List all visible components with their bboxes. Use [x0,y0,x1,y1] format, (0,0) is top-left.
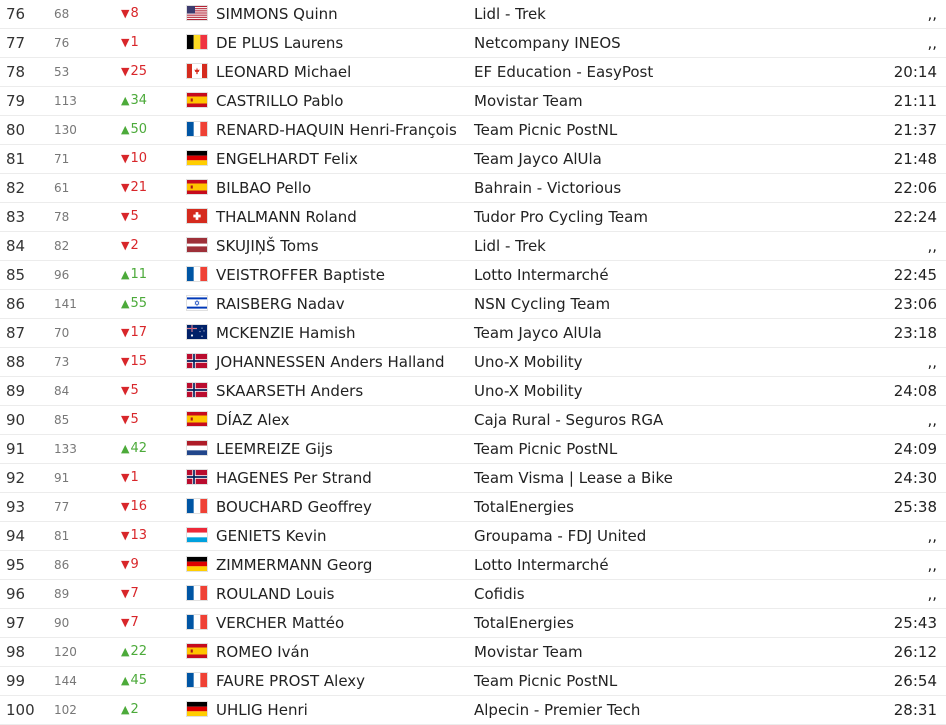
rider-name-link[interactable]: LEONARD Michael [216,63,352,81]
rider-name-link[interactable]: SKAARSETH Anders [216,382,364,400]
team-name-link[interactable]: Alpecin - Premier Tech [474,701,641,719]
rider-name-link[interactable]: VERCHER Mattéo [216,614,345,632]
rank-position: 87 [6,324,26,342]
table-row [0,116,946,145]
team-name-link[interactable]: NSN Cycling Team [474,295,611,313]
table-row [0,377,946,406]
team-name-link[interactable]: Lidl - Trek [474,5,546,23]
previous-rank: 61 [54,181,70,195]
germany-flag-icon [187,151,207,165]
france-flag-icon [187,122,207,136]
rank-change [121,638,147,666]
time-gap: ,, [927,34,937,52]
rank-change-value: 42 [130,441,148,456]
time-gap: 24:09 [893,440,937,458]
rank-position: 89 [6,382,26,400]
arrow-down-icon: ▼ [121,36,130,49]
previous-rank: 81 [54,529,70,543]
previous-rank: 113 [54,94,77,108]
previous-rank: 89 [54,587,70,601]
previous-rank: 84 [54,384,70,398]
rider-name-link[interactable]: DE PLUS Laurens [216,34,344,52]
table-row [0,406,946,435]
norway-flag-icon [187,383,207,397]
rank-position: 95 [6,556,26,574]
team-name-link[interactable]: Netcompany INEOS [474,34,621,52]
table-row [0,696,946,725]
rank-change-value: 2 [130,238,139,253]
arrow-down-icon: ▼ [121,471,130,484]
team-name-link[interactable]: Movistar Team [474,92,583,110]
time-gap: 22:06 [893,179,937,197]
rank-change [121,203,139,231]
table-row [0,638,946,667]
previous-rank: 77 [54,500,70,514]
rank-change-value: 34 [130,93,148,108]
rank-change [121,116,147,144]
norway-flag-icon [187,470,207,484]
rank-change-value: 22 [130,644,148,659]
time-gap: 23:18 [893,324,937,342]
rank-change-value: 8 [130,6,139,21]
rank-change-value: 10 [130,151,148,166]
table-row [0,551,946,580]
rider-name-link[interactable]: FAURE PROST Alexy [216,672,366,690]
rank-change-value: 45 [130,673,148,688]
team-name-link[interactable]: Tudor Pro Cycling Team [474,208,648,226]
rank-position: 88 [6,353,26,371]
team-name-link[interactable]: Lotto Intermarché [474,556,609,574]
time-gap: ,, [927,411,937,429]
arrow-up-icon: ▲ [121,268,130,281]
rider-name-link[interactable]: VEISTROFFER Baptiste [216,266,385,284]
rank-change-value: 11 [130,267,148,282]
netherlands-flag-icon [187,441,207,455]
arrow-down-icon: ▼ [121,239,130,252]
germany-flag-icon [187,702,207,716]
rider-name-link[interactable]: ENGELHARDT Felix [216,150,358,168]
rank-position: 99 [6,672,26,690]
rider-name-link[interactable]: BOUCHARD Geoffrey [216,498,372,516]
rank-change [121,29,139,57]
rider-name-link[interactable]: ROMEO Iván [216,643,310,661]
spain-flag-icon [187,93,207,107]
rank-position: 100 [6,701,35,719]
france-flag-icon [187,267,207,281]
previous-rank: 53 [54,65,70,79]
rank-position: 79 [6,92,26,110]
table-row [0,29,946,58]
previous-rank: 71 [54,152,70,166]
switzerland-flag-icon [187,209,207,223]
canada-flag-icon [187,64,207,78]
israel-flag-icon [187,296,207,310]
france-flag-icon [187,586,207,600]
rank-change-value: 55 [130,296,148,311]
rank-change-value: 2 [130,702,139,717]
rider-name-link[interactable]: CASTRILLO Pablo [216,92,344,110]
arrow-down-icon: ▼ [121,181,130,194]
rank-change-value: 16 [130,499,148,514]
rank-change-value: 21 [130,180,148,195]
rank-change-value: 5 [130,209,139,224]
arrow-down-icon: ▼ [121,616,130,629]
team-name-link[interactable]: Team Picnic PostNL [474,672,618,690]
australia-flag-icon [187,325,207,339]
rank-position: 84 [6,237,26,255]
usa-flag-icon [187,6,207,20]
rank-change [121,261,147,289]
arrow-up-icon: ▲ [121,297,130,310]
previous-rank: 96 [54,268,70,282]
previous-rank: 85 [54,413,70,427]
rank-position: 81 [6,150,26,168]
rank-change-value: 50 [130,122,148,137]
time-gap: 26:12 [893,643,937,661]
rank-position: 77 [6,34,26,52]
rank-change [121,290,147,318]
rank-change-value: 25 [130,64,148,79]
table-row [0,145,946,174]
table-row [0,580,946,609]
arrow-down-icon: ▼ [121,413,130,426]
rider-name-link[interactable]: RENARD-HAQUIN Henri-François [216,121,457,139]
previous-rank: 120 [54,645,77,659]
rank-change-value: 1 [130,35,139,50]
rank-position: 93 [6,498,26,516]
rank-position: 91 [6,440,26,458]
team-name-link[interactable]: Caja Rural - Seguros RGA [474,411,664,429]
team-name-link[interactable]: Team Picnic PostNL [474,440,618,458]
previous-rank: 70 [54,326,70,340]
rider-name-link[interactable]: GENIETS Kevin [216,527,327,545]
time-gap: 23:06 [893,295,937,313]
france-flag-icon [187,499,207,513]
rider-name-link[interactable]: DÍAZ Alex [216,411,290,429]
arrow-down-icon: ▼ [121,355,130,368]
rider-name-link[interactable]: HAGENES Per Strand [216,469,372,487]
table-row [0,609,946,638]
rank-change [121,377,139,405]
time-gap: 21:48 [893,150,937,168]
rider-name-link[interactable]: MCKENZIE Hamish [216,324,356,342]
rider-name-link[interactable]: JOHANNESSEN Anders Halland [216,353,445,371]
arrow-down-icon: ▼ [121,558,130,571]
time-gap: 26:54 [893,672,937,690]
time-gap: 24:08 [893,382,937,400]
previous-rank: 76 [54,36,70,50]
rank-change [121,145,147,173]
arrow-down-icon: ▼ [121,529,130,542]
germany-flag-icon [187,557,207,571]
latvia-flag-icon [187,238,207,252]
team-name-link[interactable]: Uno-X Mobility [474,382,583,400]
rank-change-value: 5 [130,383,139,398]
table-row [0,232,946,261]
previous-rank: 68 [54,7,70,21]
arrow-up-icon: ▲ [121,645,130,658]
table-row [0,290,946,319]
arrow-up-icon: ▲ [121,442,130,455]
time-gap: 28:31 [893,701,937,719]
table-row [0,348,946,377]
rank-position: 94 [6,527,26,545]
arrow-down-icon: ▼ [121,326,130,339]
arrow-up-icon: ▲ [121,123,130,136]
previous-rank: 141 [54,297,77,311]
rider-name-link[interactable]: ROULAND Louis [216,585,335,603]
team-name-link[interactable]: Uno-X Mobility [474,353,583,371]
table-row [0,87,946,116]
spain-flag-icon [187,180,207,194]
rank-change-value: 15 [130,354,148,369]
france-flag-icon [187,615,207,629]
rank-position: 76 [6,5,26,23]
belgium-flag-icon [187,35,207,49]
rider-name-link[interactable]: BILBAO Pello [216,179,312,197]
rank-change [121,551,139,579]
previous-rank: 130 [54,123,77,137]
arrow-up-icon: ▲ [121,94,130,107]
luxembourg-flag-icon [187,528,207,542]
rank-change [121,522,147,550]
rider-name-link[interactable]: RAISBERG Nadav [216,295,345,313]
rider-name-link[interactable]: SIMMONS Quinn [216,5,338,23]
rider-name-link[interactable]: THALMANN Roland [216,208,357,226]
team-name-link[interactable]: Bahrain - Victorious [474,179,622,197]
norway-flag-icon [187,354,207,368]
rank-change-value: 5 [130,412,139,427]
rank-position: 92 [6,469,26,487]
rank-change [121,348,147,376]
rank-change [121,696,139,724]
arrow-down-icon: ▼ [121,587,130,600]
time-gap: 22:45 [893,266,937,284]
rider-name-link[interactable]: ZIMMERMANN Georg [216,556,373,574]
table-row [0,493,946,522]
team-name-link[interactable]: Team Picnic PostNL [474,121,618,139]
rank-position: 97 [6,614,26,632]
table-row [0,319,946,348]
previous-rank: 78 [54,210,70,224]
rank-change [121,174,147,202]
previous-rank: 90 [54,616,70,630]
rank-change [121,319,147,347]
rank-position: 82 [6,179,26,197]
rank-position: 83 [6,208,26,226]
spain-flag-icon [187,412,207,426]
arrow-down-icon: ▼ [121,152,130,165]
time-gap: ,, [927,237,937,255]
previous-rank: 91 [54,471,70,485]
rank-change-value: 7 [130,615,139,630]
arrow-up-icon: ▲ [121,674,130,687]
rank-position: 96 [6,585,26,603]
rank-change [121,580,139,608]
france-flag-icon [187,673,207,687]
team-name-link[interactable]: Movistar Team [474,643,583,661]
arrow-down-icon: ▼ [121,384,130,397]
time-gap: 25:38 [893,498,937,516]
rider-name-link[interactable]: SKUJIŅŠ Toms [216,237,319,255]
time-gap: 21:11 [893,92,937,110]
rank-change [121,667,147,695]
previous-rank: 73 [54,355,70,369]
table-row [0,0,946,29]
team-name-link[interactable]: TotalEnergies [474,498,574,516]
table-row [0,203,946,232]
rank-change [121,406,139,434]
team-name-link[interactable]: Team Visma | Lease a Bike [474,469,673,487]
rank-change-value: 9 [130,557,139,572]
rank-change [121,0,139,28]
previous-rank: 86 [54,558,70,572]
arrow-up-icon: ▲ [121,703,130,716]
rank-change-value: 7 [130,586,139,601]
rank-change [121,493,147,521]
rank-change [121,87,147,115]
time-gap: ,, [927,556,937,574]
rank-position: 80 [6,121,26,139]
rank-change [121,609,139,637]
team-name-link[interactable]: TotalEnergies [474,614,574,632]
rank-change [121,464,139,492]
previous-rank: 133 [54,442,77,456]
previous-rank: 82 [54,239,70,253]
time-gap: ,, [927,585,937,603]
team-name-link[interactable]: Groupama - FDJ United [474,527,647,545]
table-row [0,174,946,203]
rank-position: 90 [6,411,26,429]
table-row [0,667,946,696]
time-gap: 22:24 [893,208,937,226]
time-gap: ,, [927,353,937,371]
time-gap: ,, [927,5,937,23]
team-name-link[interactable]: EF Education - EasyPost [474,63,654,81]
table-row [0,435,946,464]
team-name-link[interactable]: Lotto Intermarché [474,266,609,284]
spain-flag-icon [187,644,207,658]
rank-position: 78 [6,63,26,81]
previous-rank: 144 [54,674,77,688]
table-row [0,464,946,493]
rank-change [121,58,147,86]
arrow-down-icon: ▼ [121,7,130,20]
time-gap: 21:37 [893,121,937,139]
time-gap: 25:43 [893,614,937,632]
rank-change [121,435,147,463]
rank-change-value: 1 [130,470,139,485]
time-gap: ,, [927,527,937,545]
table-row [0,58,946,87]
team-name-link[interactable]: Team Jayco AlUla [474,324,602,342]
rank-change-value: 13 [130,528,148,543]
time-gap: 24:30 [893,469,937,487]
arrow-down-icon: ▼ [121,500,130,513]
team-name-link[interactable]: Cofidis [474,585,525,603]
table-row [0,522,946,551]
rank-change [121,232,139,260]
arrow-down-icon: ▼ [121,210,130,223]
rider-name-link[interactable]: LEEMREIZE Gijs [216,440,333,458]
team-name-link[interactable]: Lidl - Trek [474,237,546,255]
table-row [0,261,946,290]
rank-position: 86 [6,295,26,313]
time-gap: 20:14 [893,63,937,81]
team-name-link[interactable]: Team Jayco AlUla [474,150,602,168]
rider-name-link[interactable]: UHLIG Henri [216,701,308,719]
rank-position: 98 [6,643,26,661]
arrow-down-icon: ▼ [121,65,130,78]
rank-change-value: 17 [130,325,148,340]
rank-position: 85 [6,266,26,284]
previous-rank: 102 [54,703,77,717]
